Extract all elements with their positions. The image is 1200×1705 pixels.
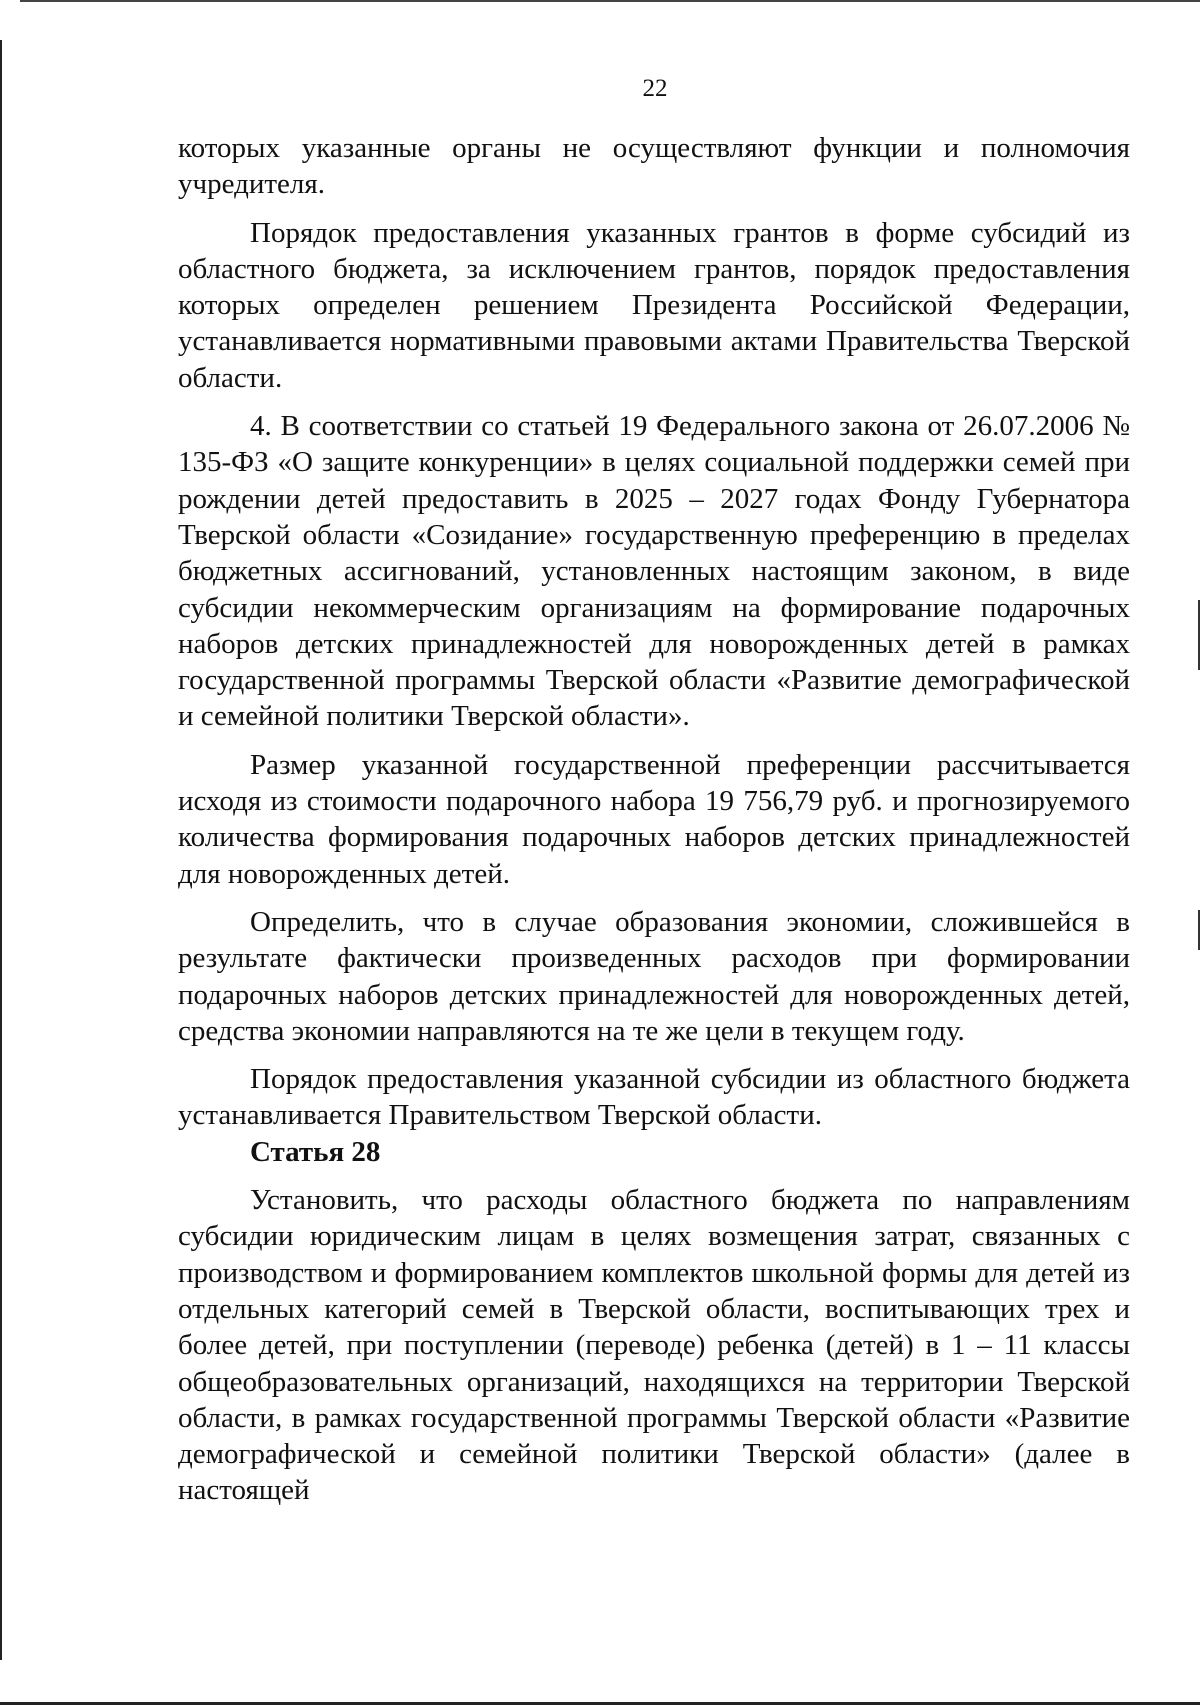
- document-body: [178, 130, 1130, 1509]
- paragraph-continuation: которых указанные органы не осуществляют функции и полномочия учредителя.: [178, 132, 1130, 201]
- paragraph-savings: Определить, что в случае образования экономии, сложившейся в результате фактически произведенных расходов при формировании подарочных наборов детских принадлежностей для новорожденных детей, средства экономии направляются на те же цели в текущем году.: [178, 905, 1130, 1047]
- article-heading: Статья 28: [250, 1135, 381, 1168]
- paragraph-preference-size: Размер указанной государственной преференции рассчитывается исходя из стоимости подарочного набора 19 756,79 руб. и прогнозируемого количества формирования подарочных наборов детских принадлежностей для новорожденных детей.: [178, 748, 1130, 890]
- scan-edge-top: [20, 0, 1200, 2]
- paragraph-item-4: 4. В соответствии со статьей 19 Федерального закона от 26.07.2006 № 135-ФЗ «О защите конкуренции» в целях социальной поддержки семей при рождении детей предоставить в 2025 – 2027 годах Фонду Губернатора Тверской области «Созидание» государственную преференцию в пределах бюджетных ассигнований, установленных настоящим законом, в виде субсидии некоммерческим организациям на формирование подарочных наборов детских принадлежностей для новорожденных детей в рамках государственной программы Тверской области «Развитие демографической и семейной политики Тверской области».: [178, 410, 1130, 733]
- scan-edge-left: [0, 40, 2, 1660]
- paragraph-subsidy-procedure: Порядок предоставления указанной субсидии из областного бюджета устанавливается Правительством Тверской области.: [178, 1063, 1130, 1132]
- paragraph-grants-procedure: Порядок предоставления указанных грантов в форме субсидий из областного бюджета, за исключением грантов, порядок предоставления которых определен решением Президента Российской Федерации, устанавливается нормативными правовыми актами Правительства Тверской области.: [178, 216, 1130, 394]
- article-paragraph: Установить, что расходы областного бюджета по направлениям субсидии юридическим лицам в целях возмещения затрат, связанных с производством и формированием комплектов школьной формы для детей из отдельных категорий семей в Тверской области, воспитывающих трех и более детей, при поступлении (переводе) ребенка (детей) в 1 – 11 классы общеобразовательных организаций, находящихся на территории Тверской области, в рамках государственной программы Тверской области «Развитие демографической и семейной политики Тверской области» (далее в настоящей: [178, 1184, 1130, 1507]
- page-number: 22: [642, 75, 668, 102]
